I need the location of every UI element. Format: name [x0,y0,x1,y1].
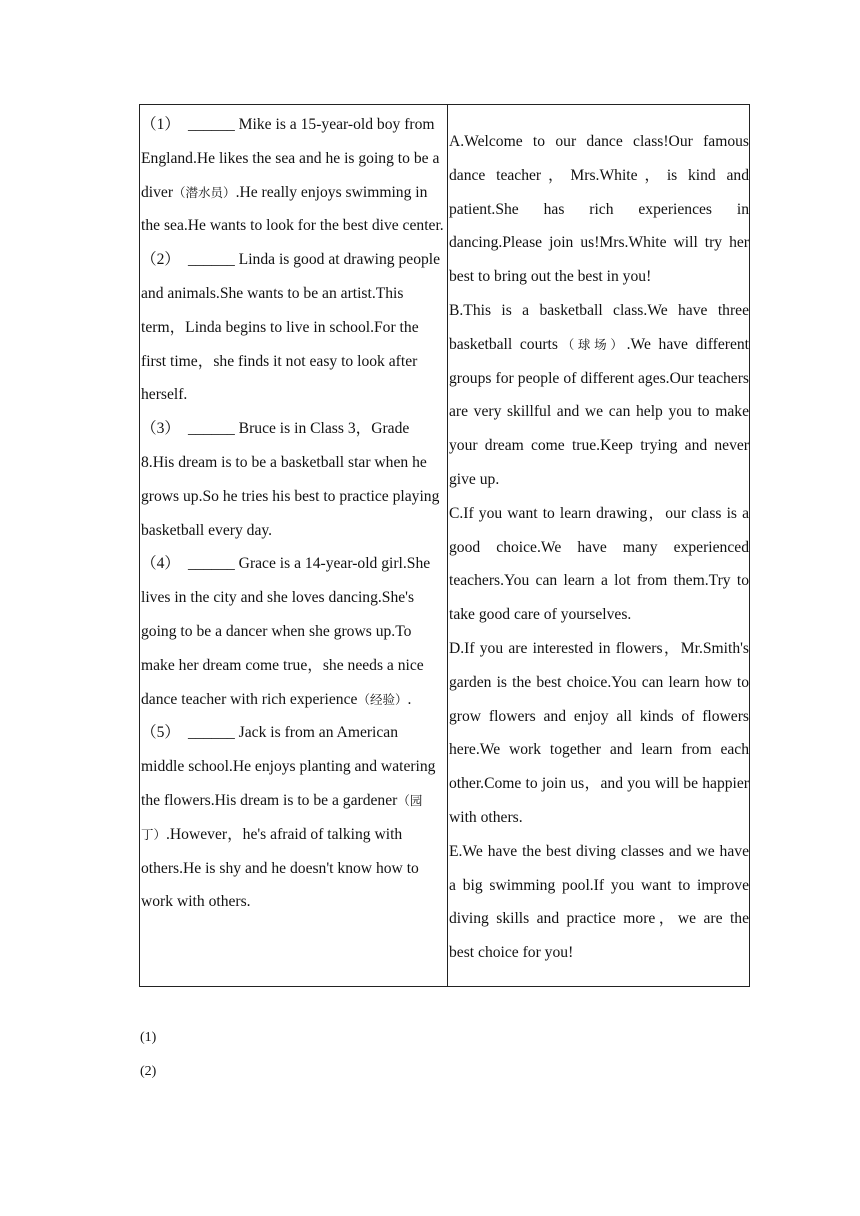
option-text: A.Welcome to our dance class!Our famous dance teacher，Mrs.White，is kind and patient.She has rich experiences in dancing.Please join us!Mrs.White will try her best to bring out the best in you! [449,133,749,286]
person-text-cont: . [407,690,412,708]
option-e [449,835,749,970]
answer-section [140,1026,156,1094]
option-a [449,125,749,294]
answer-blank: ______ [188,724,235,742]
people-column [140,105,448,986]
option-text: C.If you want to learn drawing，our class is a good choice.We have many experienced teachers.You can learn a lot from them.Try to take good care of yourselves. [449,504,749,624]
answer-blank: ______ [188,555,235,573]
person-text: Grace is a 14-year-old girl.She lives in the city and she loves dancing.She's going to be a dancer when she grows up.To make her dream come true，she needs a nice dance teacher with rich experience [141,555,431,708]
person-text: Linda is good at drawing people and animals.She wants to be an artist.This term，Linda begins to live in school.For the first time，she finds it not easy to look after herself. [141,251,441,404]
item-number: （2） [141,251,180,269]
person-text: Mike is a 15-year-old boy from England.He likes the sea and he is going to be a diver [141,116,440,201]
option-d [449,632,749,835]
answer-blank: ______ [188,116,235,133]
chinese-gloss: （园丁） [141,792,423,842]
person-item-4 [141,547,445,716]
answer-line-2: (2) [140,1064,157,1079]
option-text-cont: .We have different groups for people of different ages.Our teachers are very skillful and we can help you to make your dream come true.Keep trying and never give up. [449,335,749,488]
option-c [449,497,749,632]
person-item-2 [141,243,445,412]
answer-line-1: (1) [140,1030,157,1045]
person-text-cont: .However，he's afraid of talking with others.He is shy and he doesn't know how to work with others. [141,825,419,911]
person-item-3 [141,412,445,547]
item-number: （4） [141,555,180,573]
option-text: E.We have the best diving classes and we have a big swimming pool.If you want to improve diving skills and practice more，we are the best choice for you! [449,842,749,962]
person-item-1 [141,108,445,243]
option-text: B.This is a basketball class.We have three basketball courts [449,301,749,353]
person-text-cont: .He really enjoys swimming in the sea.He wants to look for the best dive center. [141,183,444,235]
option-text: D.If you are interested in flowers，Mr.Smith's garden is the best choice.You can learn how to grow flowers and enjoy all kinds of flowers here.We work together and learn from each other.Come to join us，and you will be happier with others. [449,639,749,826]
person-text: Bruce is in Class 3，Grade 8.His dream is to be a basketball star when he grows up.So he tries his best to practice playing basketball every day. [141,420,440,539]
chinese-gloss: （经验） [357,691,408,707]
item-number: （1） [141,116,180,133]
answer-blank: ______ [188,251,235,269]
chinese-gloss: （潜水员） [173,184,236,200]
options-column [448,105,749,986]
person-item-5 [141,716,445,919]
answer-blank: ______ [188,420,235,438]
item-number: （5） [141,724,180,742]
item-number: （3） [141,420,180,438]
chinese-gloss: （球场） [557,336,627,352]
option-b [449,294,749,497]
person-text: Jack is from an American middle school.He enjoys planting and watering the flowers.His dream is to be a gardener [141,724,436,809]
matching-table [139,104,750,987]
